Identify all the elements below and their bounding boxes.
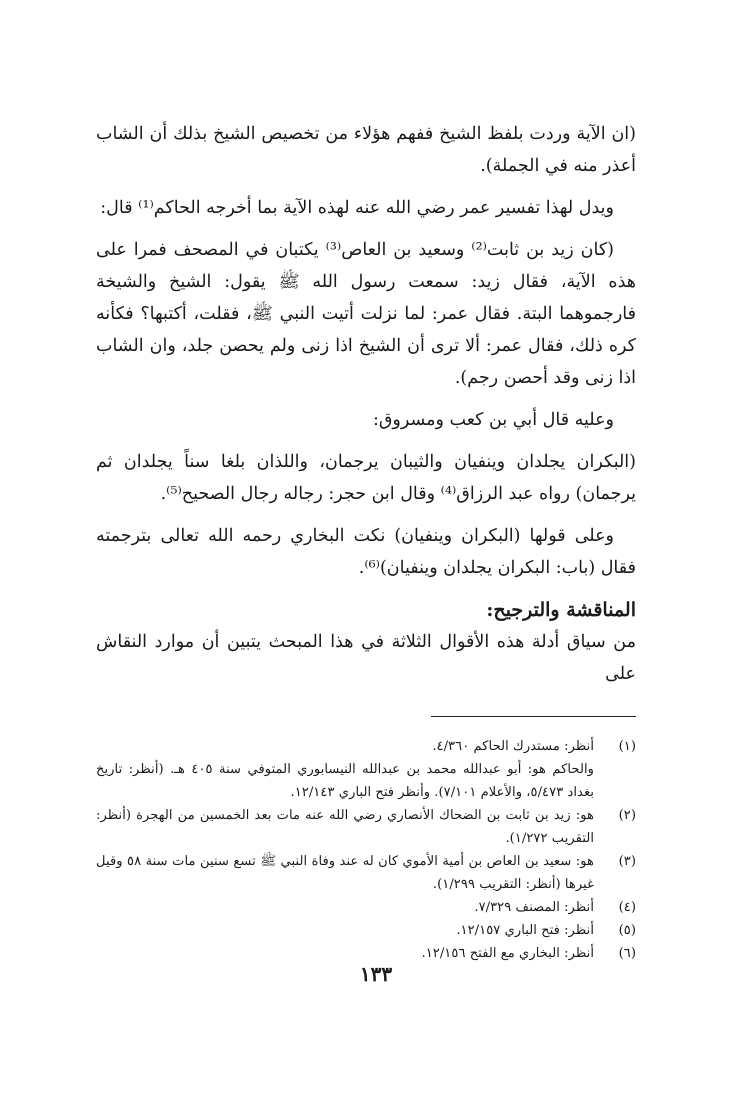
footnote-number: (٤) [618,900,636,915]
paragraph-2: ويدل لهذا تفسير عمر رضي الله عنه لهذه الآية بما أخرجه الحاكم⁽¹⁾ قال: [100,198,614,218]
page-number: ١٣٣ [359,962,393,986]
footnote-1-continuation: والحاكم هو: أبو عبدالله محمد بن عبدالله النيسابوري المتوفي سنة ٤٠٥ هـ. (أنظر: تاريخ بغداد ٥/٤٧٣، والأعلام ٧/١٠١). وأنظر فتح الباري ١٢/١٤٣. [96,762,594,800]
paragraph-1: (ان الآية وردت بلفظ الشيخ ففهم هؤلاء من تخصيص الشيخ بذلك أن الشاب أعذر منه في الجملة). [96,124,636,176]
footnote-text: هو: زيد بن ثابت بن الضحاك الأنصاري رضي الله عنه مات بعد الخمسين من الهجرة (أنظر: التقريب ١/٢٧٢). [96,808,594,846]
footnote-text: أنظر: فتح الباري ١٢/١٥٧. [456,923,594,938]
paragraph-6: وعلى قولها (البكران وينفيان) نكت البخاري رحمه الله تعالى بترجمته فقال (باب: البكران يجلدان وينفيان)⁽⁶⁾. [96,526,636,578]
footnote-text: هو: سعيد بن العاص بن أمية الأموي كان له عند وفاة النبي ﷺ تسع سنين مات سنة ٥٨ وقيل غيرها (أنظر: التقريب ١/٢٩٩). [96,854,594,892]
footnote-number: (١) [618,739,636,754]
footnote-text: أنظر: البخاري مع الفتح ١٢/١٥٦. [421,946,594,961]
footnote-number: (٥) [618,923,636,938]
footnotes [96,735,636,965]
page-content [96,118,636,965]
footnote-4 [96,896,636,919]
footnote-1 [96,735,636,758]
footnote-3 [96,850,636,896]
section-heading: المناقشة والترجيح: [486,599,636,621]
paragraph-5-quote: (البكران يجلدان وينفيان والثيبان يرجمان، واللذان بلغا سناً يجلدان ثم يرجمان) رواه عبد الرزاق⁽⁴⁾ وقال ابن حجر: رجاله رجال الصحيح⁽⁵⁾. [96,452,636,504]
footnote-text: أنظر: مستدرك الحاكم ٤/٣٦٠. [432,739,594,754]
paragraph-3-quote: (كان زيد بن ثابت⁽²⁾ وسعيد بن العاص⁽³⁾ يكتبان في المصحف فمرا على هذه الآية، فقال زيد: سمعت رسول الله ﷺ يقول: الشيخ والشيخة فارجموهما البتة. فقال عمر: لما نزلت أتيت النبي ﷺ، فقلت، أكتبها؟ فكأنه كره ذلك، فقال عمر: ألا ترى أن الشيخ اذا زنى ولم يحصن جلد، وان الشاب اذا زنى وقد أحصن رجم). [96,240,636,388]
footnote-text: أنظر: المصنف ٧/٣٢٩. [474,900,594,915]
footnote-number: (٣) [618,854,636,869]
footnote-5 [96,919,636,942]
footnote-divider [431,716,636,717]
paragraph-4: وعليه قال أبي بن كعب ومسروق: [372,410,614,430]
footnote-2 [96,804,636,850]
footnote-number: (٢) [618,808,636,823]
footnote-number: (٦) [618,946,636,961]
section-paragraph: من سياق أدلة هذه الأقوال الثلاثة في هذا المبحث يتبين أن موارد النقاش على [96,632,636,684]
